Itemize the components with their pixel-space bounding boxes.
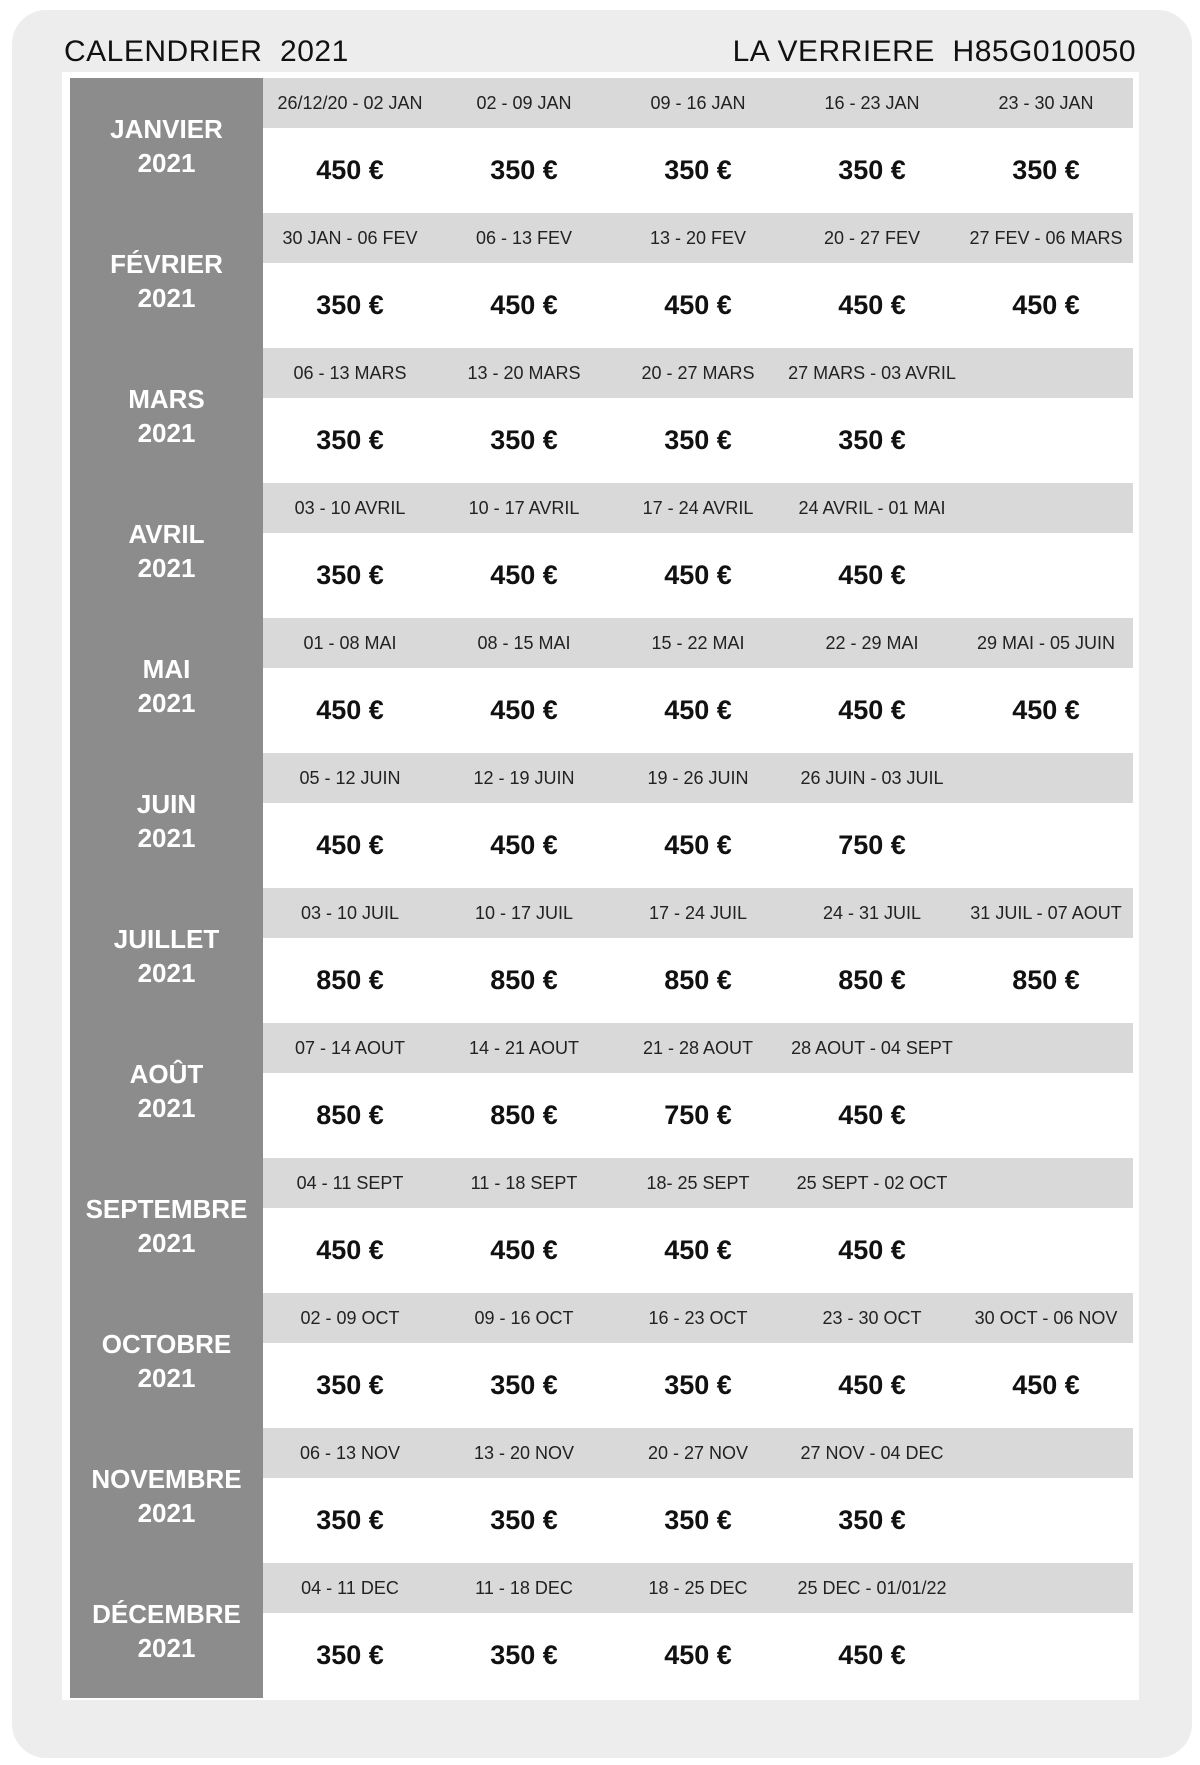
week-price: 450 €: [437, 533, 611, 618]
week-dates-row: [70, 1563, 1133, 1613]
week-price: 850 €: [437, 1073, 611, 1158]
week-price: 850 €: [785, 938, 959, 1023]
week-dates: 20 - 27 MARS: [611, 348, 785, 398]
week-price: 350 €: [785, 128, 959, 213]
month-year: 2021: [137, 147, 196, 178]
week-dates-row: [70, 1293, 1133, 1343]
property-reference: LA VERRIERE H85G010050: [732, 35, 1136, 68]
week-price: 450 €: [611, 263, 785, 348]
empty-week-dates: [959, 753, 1133, 803]
week-dates-row: [70, 618, 1133, 668]
week-dates: 31 JUIL - 07 AOUT: [959, 888, 1133, 938]
empty-week-price: [959, 1208, 1133, 1293]
month-label: [70, 213, 263, 348]
week-dates: 25 SEPT - 02 OCT: [785, 1158, 959, 1208]
month-label: [70, 618, 263, 753]
month-name: MARS: [128, 383, 205, 414]
week-price: 450 €: [785, 1208, 959, 1293]
price-calendar-table: [70, 78, 1133, 1698]
week-price: 450 €: [611, 803, 785, 888]
week-price: 450 €: [611, 533, 785, 618]
month-year: 2021: [137, 822, 196, 853]
week-price: 350 €: [437, 1478, 611, 1563]
week-dates-row: [70, 753, 1133, 803]
week-dates-row: [70, 1023, 1133, 1073]
week-dates: 29 MAI - 05 JUIN: [959, 618, 1133, 668]
week-dates: 24 AVRIL - 01 MAI: [785, 483, 959, 533]
week-price: 450 €: [437, 803, 611, 888]
week-price: 350 €: [785, 398, 959, 483]
empty-week-dates: [959, 1158, 1133, 1208]
week-dates: 17 - 24 JUIL: [611, 888, 785, 938]
week-dates: 02 - 09 OCT: [263, 1293, 437, 1343]
week-dates: 04 - 11 DEC: [263, 1563, 437, 1613]
week-price: 350 €: [263, 1478, 437, 1563]
week-dates: 13 - 20 NOV: [437, 1428, 611, 1478]
week-dates: 23 - 30 JAN: [959, 78, 1133, 128]
week-dates: 21 - 28 AOUT: [611, 1023, 785, 1073]
week-dates: 30 JAN - 06 FEV: [263, 213, 437, 263]
week-dates: 06 - 13 FEV: [437, 213, 611, 263]
week-dates: 03 - 10 AVRIL: [263, 483, 437, 533]
month-name: AVRIL: [128, 518, 205, 549]
week-price: 750 €: [785, 803, 959, 888]
week-price: 450 €: [785, 1343, 959, 1428]
month-year: 2021: [137, 687, 196, 718]
week-dates: 07 - 14 AOUT: [263, 1023, 437, 1073]
week-dates: 05 - 12 JUIN: [263, 753, 437, 803]
empty-week-price: [959, 1613, 1133, 1698]
week-dates-row: [70, 1158, 1133, 1208]
week-dates: 08 - 15 MAI: [437, 618, 611, 668]
week-dates: 01 - 08 MAI: [263, 618, 437, 668]
month-name: MAI: [142, 653, 191, 684]
week-dates: 27 FEV - 06 MARS: [959, 213, 1133, 263]
week-dates: 19 - 26 JUIN: [611, 753, 785, 803]
calendar-sheet: [62, 72, 1139, 1700]
week-dates: 27 MARS - 03 AVRIL: [785, 348, 959, 398]
month-name: AOÛT: [129, 1058, 204, 1089]
month-year: 2021: [137, 282, 196, 313]
week-price: 450 €: [611, 1208, 785, 1293]
week-price: 450 €: [785, 1073, 959, 1158]
month-year: 2021: [137, 417, 196, 448]
week-dates: 27 NOV - 04 DEC: [785, 1428, 959, 1478]
week-dates: 20 - 27 NOV: [611, 1428, 785, 1478]
month-name: NOVEMBRE: [91, 1463, 242, 1494]
week-price: 850 €: [437, 938, 611, 1023]
month-year: 2021: [137, 1227, 196, 1258]
month-label: [70, 1293, 263, 1428]
week-dates: 10 - 17 JUIL: [437, 888, 611, 938]
month-year: 2021: [137, 1362, 196, 1393]
week-dates: 09 - 16 JAN: [611, 78, 785, 128]
week-dates-row: [70, 483, 1133, 533]
week-dates: 25 DEC - 01/01/22: [785, 1563, 959, 1613]
empty-week-dates: [959, 1023, 1133, 1073]
week-dates: 03 - 10 JUIL: [263, 888, 437, 938]
month-label: [70, 1158, 263, 1293]
week-price: 350 €: [263, 263, 437, 348]
week-price: 450 €: [437, 668, 611, 753]
week-dates: 17 - 24 AVRIL: [611, 483, 785, 533]
week-price: 450 €: [263, 1208, 437, 1293]
week-price: 350 €: [785, 1478, 959, 1563]
week-dates: 22 - 29 MAI: [785, 618, 959, 668]
week-price: 350 €: [263, 533, 437, 618]
month-name: JANVIER: [110, 113, 223, 144]
week-dates: 18 - 25 DEC: [611, 1563, 785, 1613]
week-price: 450 €: [263, 128, 437, 213]
month-label: [70, 348, 263, 483]
week-price: 450 €: [785, 263, 959, 348]
month-year: 2021: [137, 1632, 196, 1663]
week-price: 450 €: [263, 803, 437, 888]
empty-week-price: [959, 398, 1133, 483]
week-dates: 13 - 20 FEV: [611, 213, 785, 263]
week-dates: 15 - 22 MAI: [611, 618, 785, 668]
month-label: [70, 1023, 263, 1158]
week-price: 450 €: [263, 668, 437, 753]
week-price: 450 €: [437, 1208, 611, 1293]
week-price: 350 €: [263, 398, 437, 483]
week-price: 350 €: [959, 128, 1133, 213]
empty-week-dates: [959, 348, 1133, 398]
week-dates: 11 - 18 DEC: [437, 1563, 611, 1613]
week-dates: 10 - 17 AVRIL: [437, 483, 611, 533]
week-price: 350 €: [263, 1613, 437, 1698]
week-dates: 16 - 23 OCT: [611, 1293, 785, 1343]
week-price: 350 €: [611, 128, 785, 213]
month-year: 2021: [137, 1497, 196, 1528]
week-dates: 13 - 20 MARS: [437, 348, 611, 398]
empty-week-dates: [959, 1563, 1133, 1613]
week-dates: 26/12/20 - 02 JAN: [263, 78, 437, 128]
week-dates-row: [70, 888, 1133, 938]
week-price: 850 €: [263, 1073, 437, 1158]
week-price: 850 €: [611, 938, 785, 1023]
week-price: 350 €: [437, 398, 611, 483]
week-price: 450 €: [611, 668, 785, 753]
week-dates-row: [70, 1428, 1133, 1478]
week-dates: 20 - 27 FEV: [785, 213, 959, 263]
week-dates: 09 - 16 OCT: [437, 1293, 611, 1343]
week-price: 450 €: [959, 668, 1133, 753]
week-price: 350 €: [263, 1343, 437, 1428]
week-price: 450 €: [785, 1613, 959, 1698]
week-price: 450 €: [437, 263, 611, 348]
week-price: 450 €: [785, 668, 959, 753]
month-label: [70, 888, 263, 1023]
week-dates-row: [70, 213, 1133, 263]
empty-week-price: [959, 1478, 1133, 1563]
week-dates: 24 - 31 JUIL: [785, 888, 959, 938]
month-year: 2021: [137, 1092, 196, 1123]
week-price: 350 €: [437, 128, 611, 213]
week-price: 750 €: [611, 1073, 785, 1158]
month-name: JUIN: [136, 788, 197, 819]
week-dates: 04 - 11 SEPT: [263, 1158, 437, 1208]
calendar-title: CALENDRIER 2021: [64, 35, 349, 68]
week-price: 350 €: [611, 1343, 785, 1428]
week-price: 450 €: [959, 263, 1133, 348]
week-dates: 28 AOUT - 04 SEPT: [785, 1023, 959, 1073]
week-dates: 02 - 09 JAN: [437, 78, 611, 128]
month-name: DÉCEMBRE: [92, 1598, 241, 1629]
month-label: [70, 753, 263, 888]
month-name: SEPTEMBRE: [85, 1193, 248, 1224]
month-label: [70, 483, 263, 618]
week-dates: 26 JUIN - 03 JUIL: [785, 753, 959, 803]
week-dates: 14 - 21 AOUT: [437, 1023, 611, 1073]
empty-week-price: [959, 1073, 1133, 1158]
week-dates: 06 - 13 MARS: [263, 348, 437, 398]
week-price: 450 €: [959, 1343, 1133, 1428]
week-price: 450 €: [785, 533, 959, 618]
month-year: 2021: [137, 957, 196, 988]
week-price: 350 €: [611, 398, 785, 483]
empty-week-price: [959, 533, 1133, 618]
week-price: 850 €: [263, 938, 437, 1023]
week-dates-row: [70, 78, 1133, 128]
month-year: 2021: [137, 552, 196, 583]
empty-week-dates: [959, 1428, 1133, 1478]
month-name: JUILLET: [113, 923, 220, 954]
month-label: [70, 1428, 263, 1563]
week-dates: 06 - 13 NOV: [263, 1428, 437, 1478]
week-dates: 23 - 30 OCT: [785, 1293, 959, 1343]
week-dates: 12 - 19 JUIN: [437, 753, 611, 803]
empty-week-dates: [959, 483, 1133, 533]
month-name: FÉVRIER: [110, 248, 223, 279]
month-name: OCTOBRE: [101, 1328, 232, 1359]
week-dates-row: [70, 348, 1133, 398]
week-price: 350 €: [437, 1613, 611, 1698]
week-price: 450 €: [611, 1613, 785, 1698]
week-dates: 30 OCT - 06 NOV: [959, 1293, 1133, 1343]
month-label: [70, 1563, 263, 1698]
week-price: 350 €: [611, 1478, 785, 1563]
empty-week-price: [959, 803, 1133, 888]
month-label: [70, 78, 263, 213]
week-price: 350 €: [437, 1343, 611, 1428]
week-price: 850 €: [959, 938, 1133, 1023]
week-dates: 16 - 23 JAN: [785, 78, 959, 128]
week-dates: 11 - 18 SEPT: [437, 1158, 611, 1208]
week-dates: 18- 25 SEPT: [611, 1158, 785, 1208]
